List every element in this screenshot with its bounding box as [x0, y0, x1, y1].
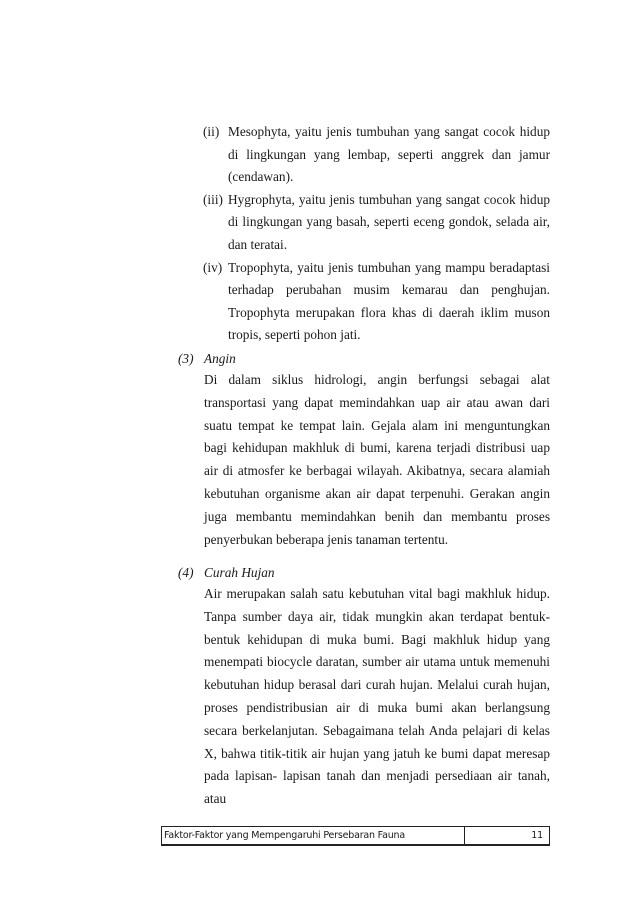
list-item-text: Tropophyta, yaitu jenis tumbuhan yang mampu beradaptasi terhadap perubahan musim kemarau dan penghujan. Tropophyta merupakan flora khas di daerah iklim muson tropis, seperti pohon jati. [228, 259, 550, 343]
plant-type-list [203, 121, 550, 347]
list-item-tropophyta [203, 257, 550, 347]
section-heading [178, 349, 550, 369]
list-item-number: (ii) [203, 124, 220, 139]
page-footer [161, 826, 550, 846]
section-title: Curah Hujan [204, 565, 275, 580]
list-item-mesophyta [203, 121, 550, 189]
list-item-text: Mesophyta, yaitu jenis tumbuhan yang sangat cocok hidup di lingkungan yang lembap, seperti anggrek dan jamur (cendawan). [228, 124, 550, 185]
section-title: Angin [204, 351, 236, 366]
section-number: (3) [178, 351, 194, 366]
section-angin [178, 349, 550, 551]
section-curah-hujan [178, 563, 550, 811]
list-item-text: Hygrophyta, yaitu jenis tumbuhan yang sangat cocok hidup di lingkungan yang basah, seperti eceng gondok, selada air, dan teratai. [228, 191, 550, 252]
section-number: (4) [178, 565, 194, 580]
section-heading [178, 563, 550, 583]
page-number: 11 [531, 830, 543, 841]
section-paragraph: Air merupakan salah satu kebutuhan vital bagi makhluk hidup. Tanpa sumber daya air, tidak mungkin akan terdapat bentuk-bentuk kehidupan di muka bumi. Bagi makhluk hidup yang menempati biocycle daratan, sumber air utama untuk memenuhi kebutuhan hidup berasal dari curah hujan. Melalui curah hujan, proses pendistribusian air di muka bumi akan berlangsung secara berkelanjutan. Sebagaimana telah Anda pelajari di kelas X, bahwa titik-titik air hujan yang jatuh ke bumi dapat meresap pada lapisan- lapisan tanah dan menjadi persediaan air tanah, atau [204, 586, 550, 807]
list-item-hygrophyta [203, 189, 550, 257]
footer-title: Faktor-Faktor yang Mempengaruhi Persebaran Fauna [162, 827, 465, 844]
list-item-number: (iii) [203, 191, 223, 207]
list-item-number: (iv) [203, 259, 223, 275]
section-paragraph: Di dalam siklus hidrologi, angin berfungsi sebagai alat transportasi yang dapat memindahkan uap air atau awan dari suatu tempat ke tempat lain. Gejala alam ini menguntungkan bagi kehidupan makhluk di bumi, karena terjadi distribusi uap air di atmosfer ke berbagai wilayah. Akibatnya, secara alamiah kebutuhan organisme akan air dapat terpenuhi. Gerakan angin juga membantu memindahkan benih dan membantu proses penyerbukan beberapa jenis tanaman tertentu. [204, 372, 550, 547]
